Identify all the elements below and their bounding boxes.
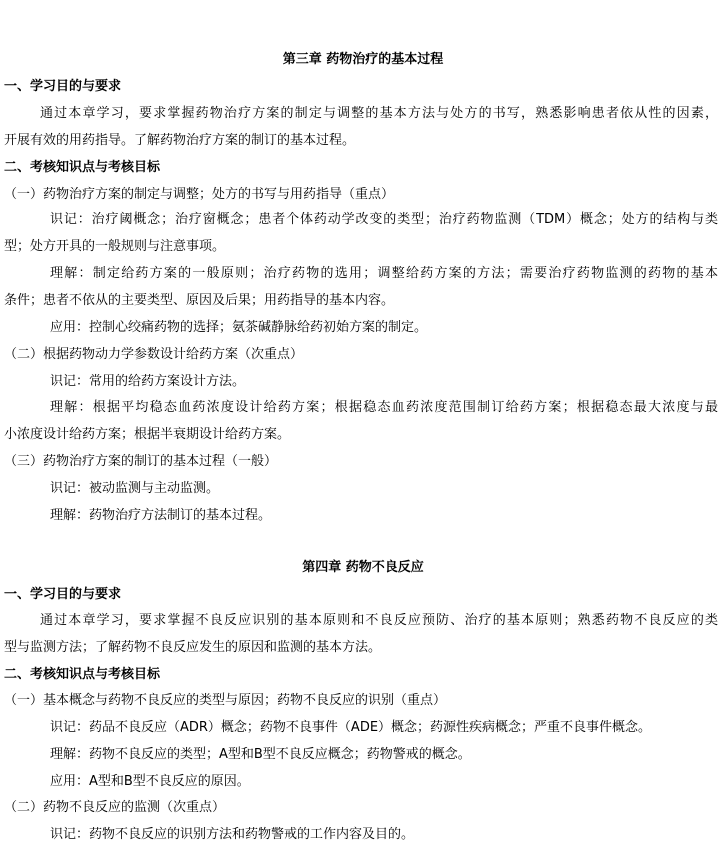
ch3-s2-understand-line-2: 小浓度设计给药方案；根据半衰期设计给药方案。 <box>4 427 291 442</box>
ch3-objectives-line-2: 开展有效的用药指导。了解药物治疗方案的制订的基本过程。 <box>4 133 356 148</box>
ch4-objectives-line-2: 型与监测方法；了解药物不良反应发生的原因和监测的基本方法。 <box>4 640 382 655</box>
chapter-3-title: 第三章 药物治疗的基本过程 <box>282 52 444 67</box>
ch3-s1-memorize-line-1: 识记：治疗阈概念；治疗窗概念；患者个体药动学改变的类型；治疗药物监测（TDM）概念；处方的结构与类 <box>50 212 718 227</box>
ch4-s1-memorize: 识记：药品不良反应（ADR）概念；药物不良事件（ADE）概念；药源性疾病概念；严重不良事件概念。 <box>50 720 652 735</box>
ch4-s1-understand: 理解：药物不良反应的类型；A型和B型不良反应概念；药物警戒的概念。 <box>50 747 471 762</box>
ch3-section-2: （二）根据药物动力学参数设计给药方案（次重点） <box>4 347 304 362</box>
ch3-s3-understand: 理解：药物治疗方法制订的基本过程。 <box>50 508 272 523</box>
ch4-objectives-line-1: 通过本章学习，要求掌握不良反应识别的基本原则和不良反应预防、治疗的基本原则；熟悉药物不良反应的类 <box>40 613 718 628</box>
ch3-section-1: （一）药物治疗方案的制定与调整；处方的书写与用药指导（重点） <box>4 187 395 202</box>
ch3-s1-understand-line-1: 理解：制定给药方案的一般原则；治疗药物的选用；调整给药方案的方法；需要治疗药物监测的药物的基本 <box>50 266 718 281</box>
ch4-s2-memorize: 识记：药物不良反应的识别方法和药物警戒的工作内容及目的。 <box>50 827 415 842</box>
ch4-heading-objectives: 一、学习目的与要求 <box>4 587 122 602</box>
ch4-s1-apply: 应用：A型和B型不良反应的原因。 <box>50 774 250 789</box>
ch4-section-2: （二）药物不良反应的监测（次重点） <box>4 800 226 815</box>
ch3-s2-memorize: 识记：常用的给药方案设计方法。 <box>50 374 246 389</box>
ch4-section-1: （一）基本概念与药物不良反应的类型与原因；药物不良反应的识别（重点） <box>4 693 447 708</box>
ch3-heading-objectives: 一、学习目的与要求 <box>4 79 122 94</box>
ch3-s1-understand-line-2: 条件；患者不依从的主要类型、原因及后果；用药指导的基本内容。 <box>4 293 395 308</box>
ch4-heading-assessment: 二、考核知识点与考核目标 <box>4 667 161 682</box>
ch3-objectives-line-1: 通过本章学习，要求掌握药物治疗方案的制定与调整的基本方法与处方的书写，熟悉影响患者依从性的因素， <box>40 106 718 121</box>
ch3-s1-apply: 应用：控制心绞痛药物的选择；氨茶碱静脉给药初始方案的制定。 <box>50 320 428 335</box>
ch3-heading-assessment: 二、考核知识点与考核目标 <box>4 160 161 175</box>
ch3-s2-understand-line-1: 理解：根据平均稳态血药浓度设计给药方案；根据稳态血药浓度范围制订给药方案；根据稳态最大浓度与最 <box>50 400 718 415</box>
ch3-s3-memorize: 识记：被动监测与主动监测。 <box>50 481 220 496</box>
ch3-section-3: （三）药物治疗方案的制订的基本过程（一般） <box>4 454 278 469</box>
ch3-s1-memorize-line-2: 型；处方开具的一般规则与注意事项。 <box>4 239 226 254</box>
chapter-4-title: 第四章 药物不良反应 <box>302 560 424 575</box>
